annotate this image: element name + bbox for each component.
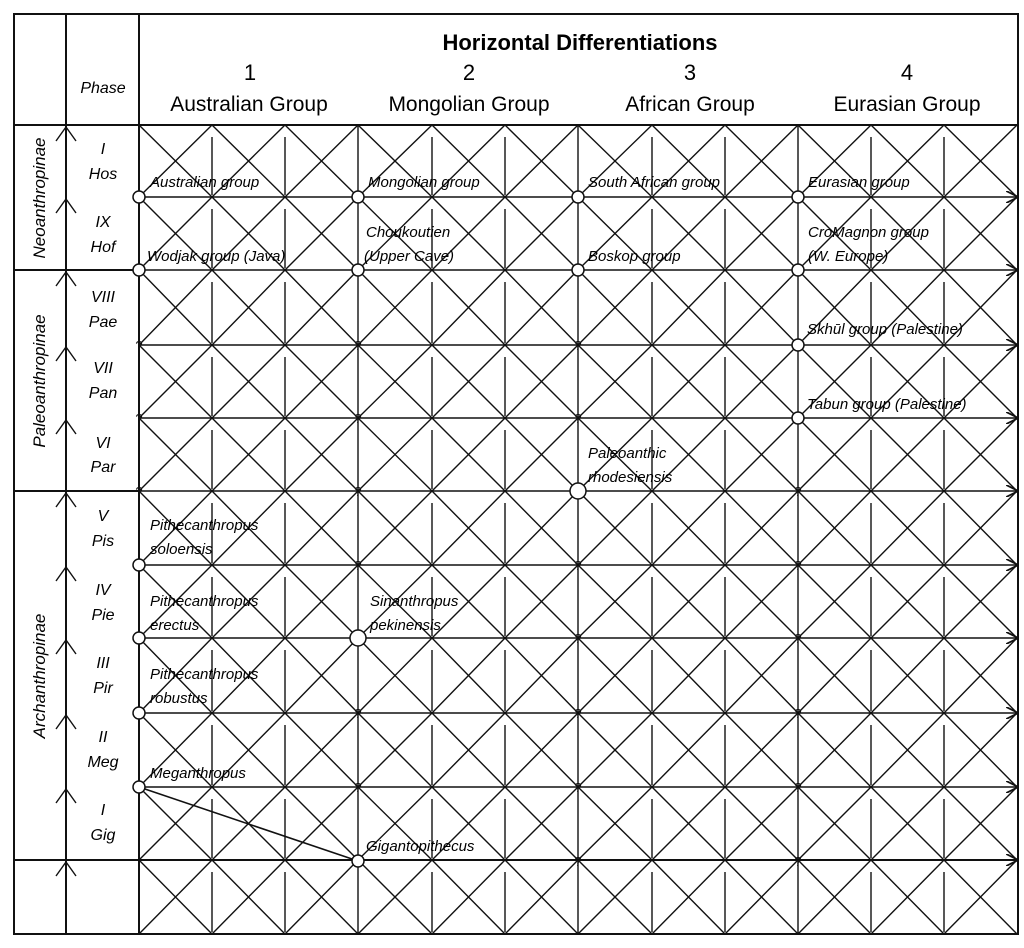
taxon-node xyxy=(133,191,145,203)
taxon-node xyxy=(133,781,145,793)
question-mark: ? xyxy=(794,780,802,795)
question-mark: ? xyxy=(135,484,143,499)
column-1-name: Australian Group xyxy=(170,93,328,116)
question-mark: ? xyxy=(135,411,143,426)
label-sinanthropus-2: pekinensis xyxy=(370,617,441,634)
question-mark: ? xyxy=(794,484,802,499)
row-numeral: VI xyxy=(95,435,111,452)
row-numeral: VIII xyxy=(90,289,116,306)
row-code: Par xyxy=(90,459,116,476)
label-tabun: Tabun group (Palestine) xyxy=(807,396,967,413)
question-mark: ? xyxy=(354,558,362,573)
question-mark: ? xyxy=(354,706,362,721)
question-mark: ? xyxy=(794,706,802,721)
row-code: Pis xyxy=(91,533,115,550)
phase-rows xyxy=(87,141,118,844)
taxon-node xyxy=(133,707,145,719)
label-south-african-group: South African group xyxy=(588,174,721,191)
row-numeral: I xyxy=(100,141,106,158)
column-4-number: 4 xyxy=(900,60,914,85)
taxon-node xyxy=(133,632,145,644)
label-pithecanthropus-soloensis-1: Pithecanthropus xyxy=(150,517,259,534)
question-mark: ? xyxy=(574,780,582,795)
taxon-node xyxy=(352,855,364,867)
label-australian-group: Australian group xyxy=(150,174,260,191)
row-numeral: II xyxy=(98,729,108,746)
taxon-labels xyxy=(147,174,967,855)
question-mark: ? xyxy=(135,338,143,353)
label-upper-cave: (Upper Cave) xyxy=(364,248,455,265)
taxon-node xyxy=(572,191,584,203)
question-mark: ? xyxy=(354,780,362,795)
taxon-node xyxy=(792,191,804,203)
taxon-node xyxy=(352,264,364,276)
phase-label: Phase xyxy=(80,80,126,97)
question-mark: ? xyxy=(354,338,362,353)
question-mark: ? xyxy=(794,558,802,573)
taxon-node xyxy=(792,339,804,351)
question-mark: ? xyxy=(354,411,362,426)
column-3-name: African Group xyxy=(625,93,755,116)
label-w-europe: (W. Europe) xyxy=(808,248,889,265)
header-title: Horizontal Differentiations xyxy=(442,30,718,55)
row-code: Hof xyxy=(90,239,116,256)
row-numeral: I xyxy=(100,802,106,819)
label-eurasian-group: Eurasian group xyxy=(808,174,910,191)
row-code: Hos xyxy=(88,166,118,183)
label-pithecanthropus-robustus-1: Pithecanthropus xyxy=(150,666,259,683)
label-skhul: Skhūl group (Palestine) xyxy=(807,321,963,338)
label-pithecanthropus-robustus-2: robustus xyxy=(150,690,208,707)
row-numeral: V xyxy=(97,508,109,525)
taxon-node xyxy=(572,264,584,276)
question-mark: ? xyxy=(574,854,582,869)
row-code: Pae xyxy=(88,314,118,331)
taxon-node xyxy=(570,483,586,499)
question-mark: ? xyxy=(794,631,802,646)
subfamily-paleoanthropinae: Paleoanthropinae xyxy=(30,314,49,448)
label-gigantopithecus: Gigantopithecus xyxy=(366,838,475,855)
column-4-name: Eurasian Group xyxy=(833,93,981,116)
label-pithecanthropus-erectus-2: erectus xyxy=(150,617,200,634)
row-numeral: IV xyxy=(95,582,111,599)
label-mongolian-group: Mongolian group xyxy=(368,174,480,191)
question-mark: ? xyxy=(574,631,582,646)
question-mark: ? xyxy=(574,411,582,426)
column-3-number: 3 xyxy=(683,60,697,85)
subfamily-archanthropinae: Archanthropinae xyxy=(30,613,49,739)
row-numeral: III xyxy=(96,655,110,672)
row-numeral: VII xyxy=(93,360,113,377)
taxon-node xyxy=(133,264,145,276)
row-code: Gig xyxy=(90,827,116,844)
label-sinanthropus-1: Sinanthropus xyxy=(370,593,459,610)
row-code: Pan xyxy=(88,385,118,402)
taxon-node xyxy=(133,559,145,571)
differentiation-grid xyxy=(139,125,1017,934)
label-wodjak: Wodjak group (Java) xyxy=(147,248,286,265)
question-mark: ? xyxy=(574,706,582,721)
question-mark: ? xyxy=(574,558,582,573)
question-mark: ? xyxy=(574,338,582,353)
label-pithecanthropus-erectus-1: Pithecanthropus xyxy=(150,593,259,610)
taxon-node xyxy=(792,264,804,276)
label-paleoanthic: Paleoanthic xyxy=(588,445,667,462)
column-2-name: Mongolian Group xyxy=(388,93,550,116)
question-mark: ? xyxy=(354,484,362,499)
row-code: Pir xyxy=(93,680,113,697)
taxon-node xyxy=(792,412,804,424)
column-1-number: 1 xyxy=(243,60,257,85)
row-numeral: IX xyxy=(95,214,111,231)
meganthropus-gigantopithecus-link xyxy=(139,787,358,861)
question-mark: ? xyxy=(794,854,802,869)
taxon-node xyxy=(352,191,364,203)
column-2-number: 2 xyxy=(462,60,476,85)
label-pithecanthropus-soloensis-2: soloensis xyxy=(150,541,213,558)
label-choukoutien: Choukoutien xyxy=(366,224,451,241)
subfamily-neoanthropinae: Neoanthropinae xyxy=(30,137,49,259)
taxon-node xyxy=(350,630,366,646)
label-cromagnon: CroMagnon group xyxy=(808,224,929,241)
row-code: Pie xyxy=(91,607,115,624)
label-meganthropus: Meganthropus xyxy=(150,765,246,782)
label-rhodesiensis: rhodesiensis xyxy=(588,469,673,486)
label-boskop: Boskop group xyxy=(588,248,681,265)
row-code: Meg xyxy=(87,754,119,771)
